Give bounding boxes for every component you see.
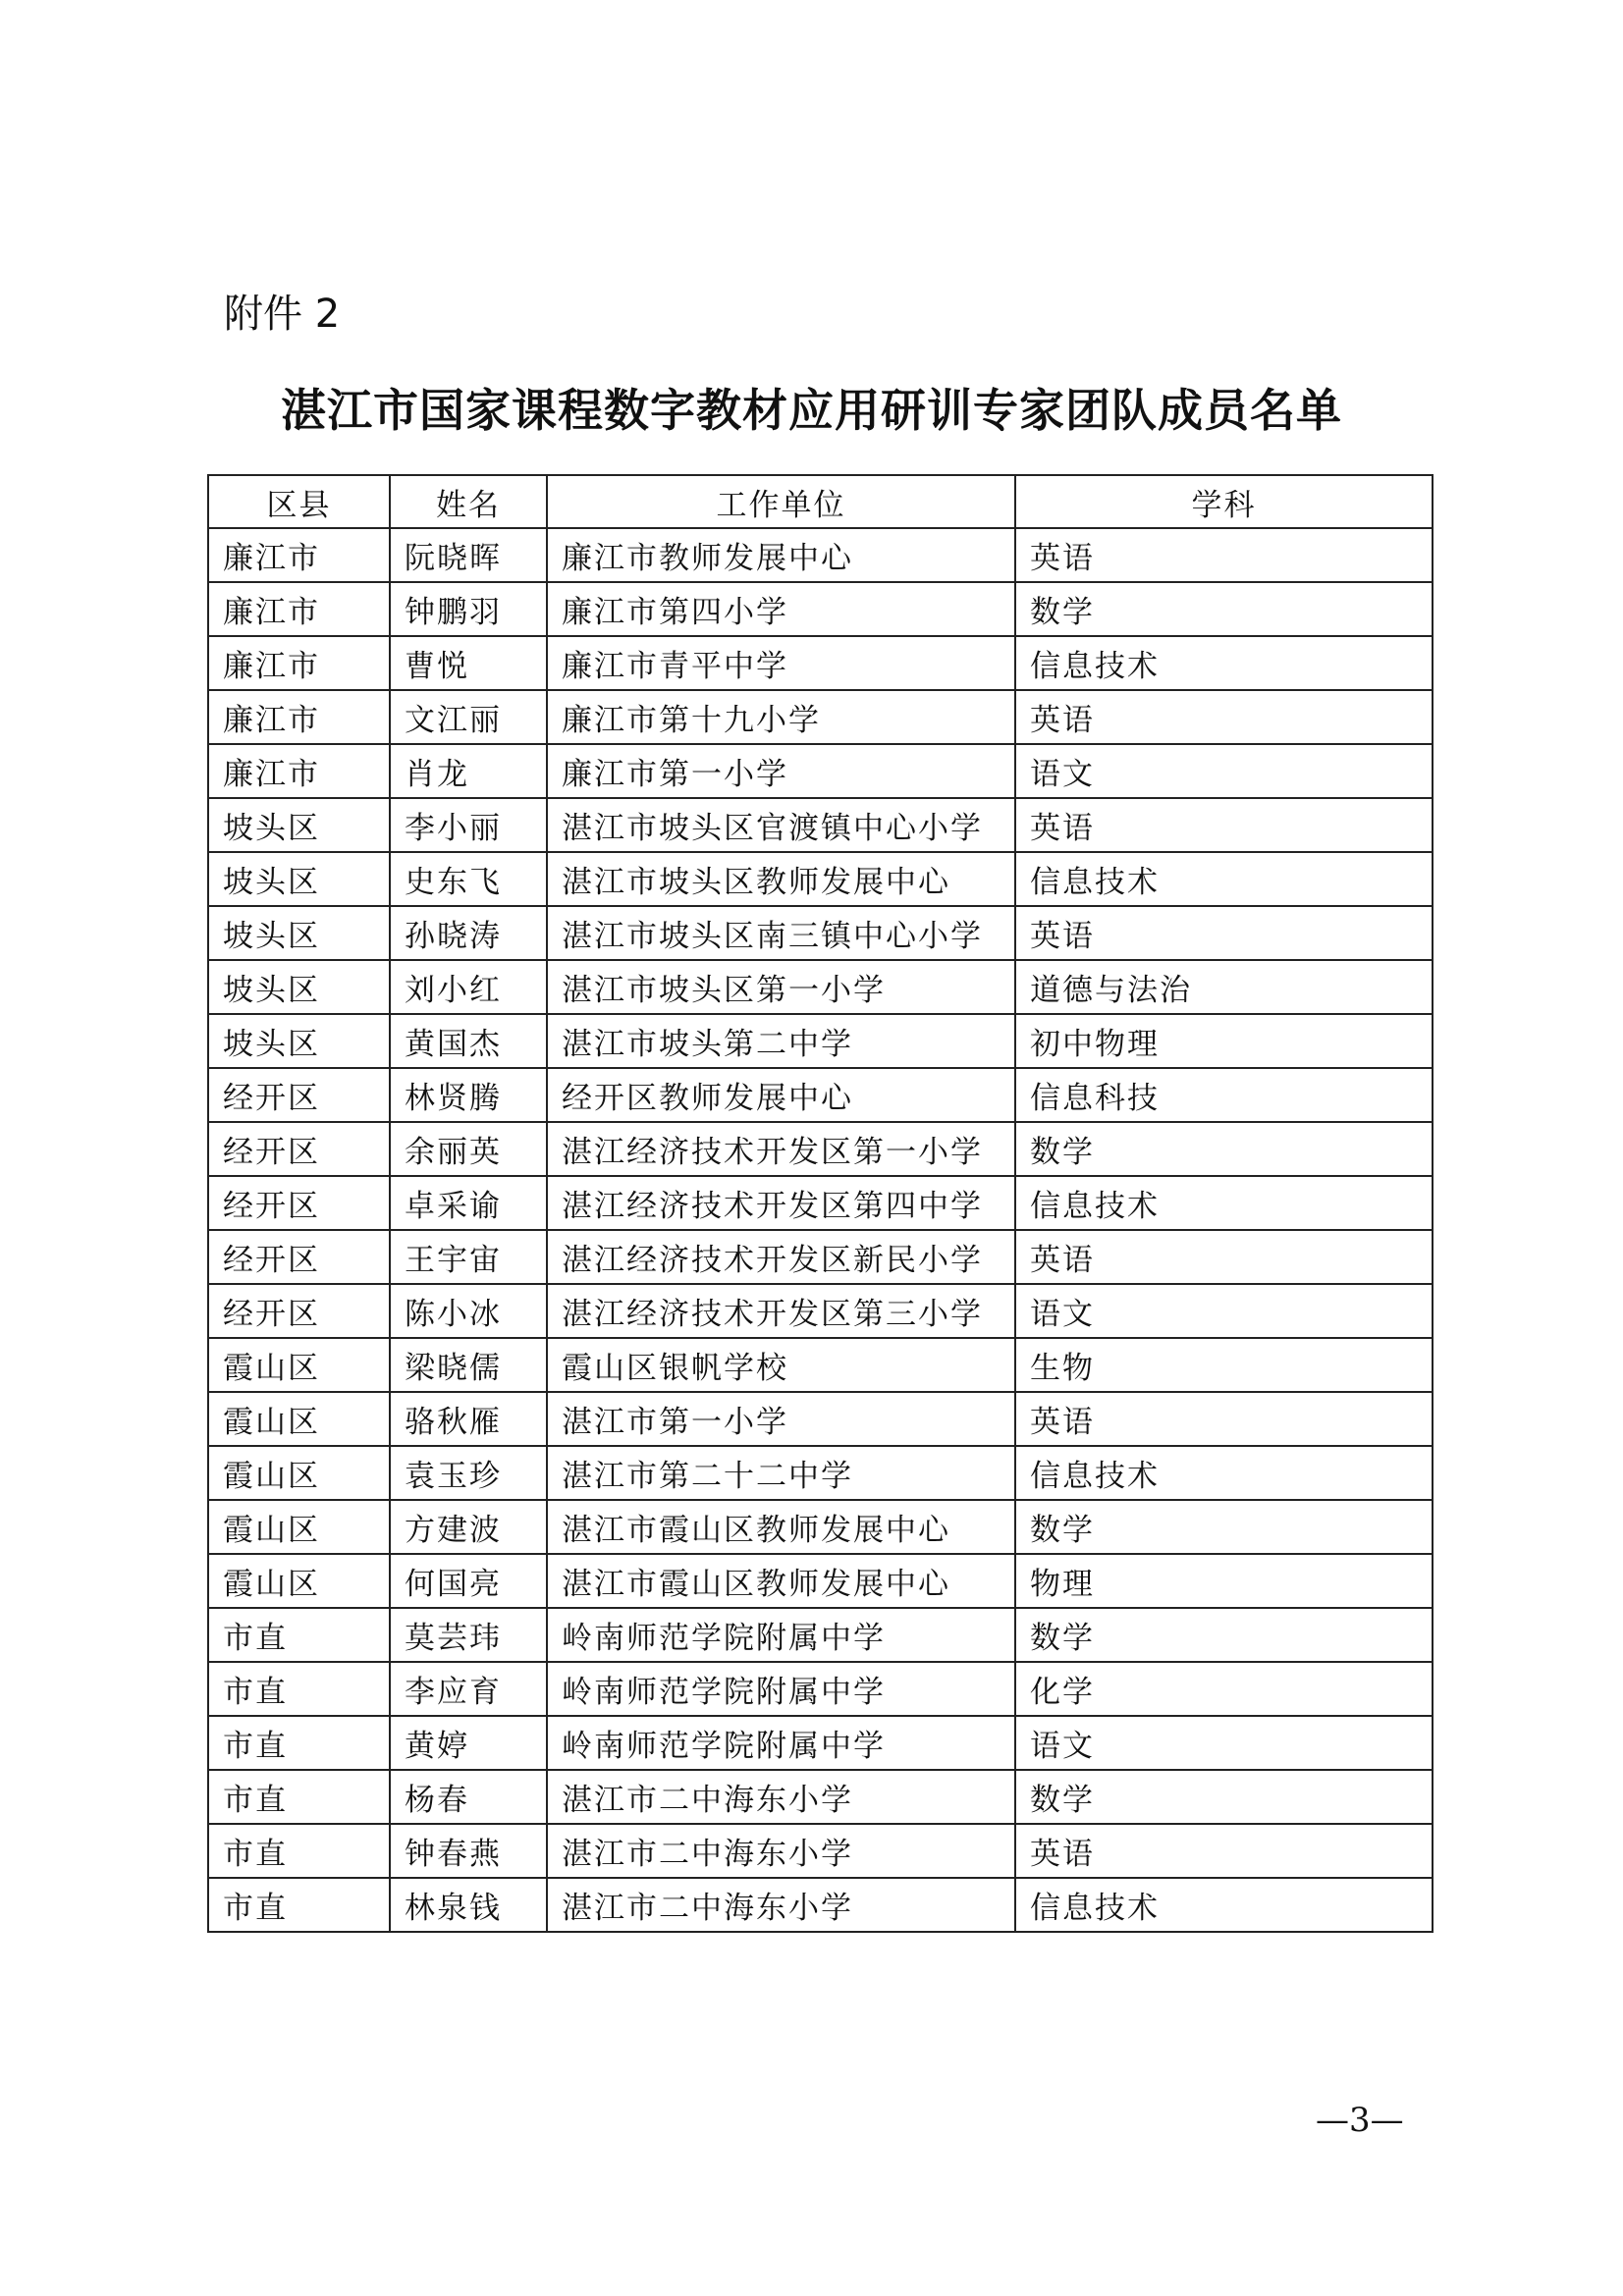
cell-workplace: 廉江市第一小学 bbox=[547, 744, 1015, 798]
cell-district: 市直 bbox=[208, 1770, 390, 1824]
table-row bbox=[208, 1176, 1433, 1230]
cell-name: 余丽英 bbox=[390, 1122, 547, 1176]
cell-workplace: 霞山区银帆学校 bbox=[547, 1338, 1015, 1392]
table-body bbox=[208, 528, 1433, 1932]
cell-district: 市直 bbox=[208, 1662, 390, 1716]
cell-subject: 信息技术 bbox=[1015, 1446, 1433, 1500]
cell-workplace: 经开区教师发展中心 bbox=[547, 1068, 1015, 1122]
cell-name: 史东飞 bbox=[390, 852, 547, 906]
cell-district: 廉江市 bbox=[208, 690, 390, 744]
cell-name: 文江丽 bbox=[390, 690, 547, 744]
cell-subject: 英语 bbox=[1015, 1392, 1433, 1446]
table-row bbox=[208, 1392, 1433, 1446]
cell-district: 市直 bbox=[208, 1716, 390, 1770]
cell-district: 廉江市 bbox=[208, 636, 390, 690]
table-row bbox=[208, 1446, 1433, 1500]
cell-name: 钟鹏羽 bbox=[390, 582, 547, 636]
cell-workplace: 湛江市第二十二中学 bbox=[547, 1446, 1015, 1500]
cell-workplace: 廉江市青平中学 bbox=[547, 636, 1015, 690]
cell-district: 市直 bbox=[208, 1824, 390, 1878]
cell-workplace: 湛江经济技术开发区第一小学 bbox=[547, 1122, 1015, 1176]
cell-subject: 数学 bbox=[1015, 1122, 1433, 1176]
table-row bbox=[208, 1716, 1433, 1770]
cell-subject: 信息技术 bbox=[1015, 1176, 1433, 1230]
cell-district: 经开区 bbox=[208, 1122, 390, 1176]
cell-subject: 语文 bbox=[1015, 1716, 1433, 1770]
cell-district: 市直 bbox=[208, 1608, 390, 1662]
table-row bbox=[208, 690, 1433, 744]
page-number: —3— bbox=[1316, 2101, 1404, 2140]
table-row bbox=[208, 1608, 1433, 1662]
cell-workplace: 岭南师范学院附属中学 bbox=[547, 1662, 1015, 1716]
cell-district: 坡头区 bbox=[208, 798, 390, 852]
cell-workplace: 湛江经济技术开发区第三小学 bbox=[547, 1284, 1015, 1338]
cell-subject: 信息技术 bbox=[1015, 1878, 1433, 1932]
cell-district: 霞山区 bbox=[208, 1446, 390, 1500]
cell-subject: 语文 bbox=[1015, 744, 1433, 798]
cell-district: 经开区 bbox=[208, 1284, 390, 1338]
cell-name: 陈小冰 bbox=[390, 1284, 547, 1338]
header-workplace: 工作单位 bbox=[547, 475, 1015, 528]
cell-subject: 生物 bbox=[1015, 1338, 1433, 1392]
cell-district: 经开区 bbox=[208, 1230, 390, 1284]
cell-workplace: 湛江经济技术开发区新民小学 bbox=[547, 1230, 1015, 1284]
document-title: 湛江市国家课程数字教材应用研训专家团队成员名单 bbox=[281, 384, 1342, 437]
cell-workplace: 湛江市坡头区第一小学 bbox=[547, 960, 1015, 1014]
cell-name: 曹悦 bbox=[390, 636, 547, 690]
header-subject: 学科 bbox=[1015, 475, 1433, 528]
cell-district: 霞山区 bbox=[208, 1338, 390, 1392]
cell-subject: 数学 bbox=[1015, 1500, 1433, 1554]
cell-district: 霞山区 bbox=[208, 1554, 390, 1608]
cell-name: 李小丽 bbox=[390, 798, 547, 852]
table-row bbox=[208, 744, 1433, 798]
cell-name: 莫芸玮 bbox=[390, 1608, 547, 1662]
cell-subject: 物理 bbox=[1015, 1554, 1433, 1608]
cell-name: 杨春 bbox=[390, 1770, 547, 1824]
table-header-row bbox=[208, 475, 1433, 528]
cell-workplace: 湛江市二中海东小学 bbox=[547, 1824, 1015, 1878]
cell-name: 袁玉珍 bbox=[390, 1446, 547, 1500]
cell-district: 霞山区 bbox=[208, 1392, 390, 1446]
cell-workplace: 岭南师范学院附属中学 bbox=[547, 1716, 1015, 1770]
cell-workplace: 湛江市坡头区官渡镇中心小学 bbox=[547, 798, 1015, 852]
cell-subject: 英语 bbox=[1015, 906, 1433, 960]
cell-district: 霞山区 bbox=[208, 1500, 390, 1554]
attachment-label: 附件 2 bbox=[224, 292, 341, 337]
cell-workplace: 湛江市霞山区教师发展中心 bbox=[547, 1500, 1015, 1554]
expert-roster-table bbox=[207, 474, 1434, 1933]
cell-district: 经开区 bbox=[208, 1176, 390, 1230]
cell-name: 钟春燕 bbox=[390, 1824, 547, 1878]
cell-name: 骆秋雁 bbox=[390, 1392, 547, 1446]
cell-district: 坡头区 bbox=[208, 906, 390, 960]
cell-subject: 信息技术 bbox=[1015, 852, 1433, 906]
cell-workplace: 湛江市二中海东小学 bbox=[547, 1878, 1015, 1932]
cell-subject: 信息技术 bbox=[1015, 636, 1433, 690]
cell-subject: 初中物理 bbox=[1015, 1014, 1433, 1068]
cell-name: 刘小红 bbox=[390, 960, 547, 1014]
cell-district: 坡头区 bbox=[208, 960, 390, 1014]
table-row bbox=[208, 1770, 1433, 1824]
cell-name: 肖龙 bbox=[390, 744, 547, 798]
cell-subject: 英语 bbox=[1015, 528, 1433, 582]
cell-district: 坡头区 bbox=[208, 852, 390, 906]
table-row bbox=[208, 798, 1433, 852]
cell-name: 方建波 bbox=[390, 1500, 547, 1554]
cell-name: 李应育 bbox=[390, 1662, 547, 1716]
cell-subject: 数学 bbox=[1015, 1770, 1433, 1824]
cell-subject: 化学 bbox=[1015, 1662, 1433, 1716]
header-name: 姓名 bbox=[390, 475, 547, 528]
table-row bbox=[208, 1878, 1433, 1932]
cell-subject: 数学 bbox=[1015, 1608, 1433, 1662]
cell-name: 梁晓儒 bbox=[390, 1338, 547, 1392]
cell-subject: 语文 bbox=[1015, 1284, 1433, 1338]
cell-name: 林贤腾 bbox=[390, 1068, 547, 1122]
cell-name: 孙晓涛 bbox=[390, 906, 547, 960]
cell-name: 卓采谕 bbox=[390, 1176, 547, 1230]
cell-workplace: 湛江市坡头区南三镇中心小学 bbox=[547, 906, 1015, 960]
cell-subject: 道德与法治 bbox=[1015, 960, 1433, 1014]
table-row bbox=[208, 1068, 1433, 1122]
cell-workplace: 岭南师范学院附属中学 bbox=[547, 1608, 1015, 1662]
table-row bbox=[208, 582, 1433, 636]
cell-name: 阮晓晖 bbox=[390, 528, 547, 582]
table-row bbox=[208, 906, 1433, 960]
cell-workplace: 湛江市坡头区教师发展中心 bbox=[547, 852, 1015, 906]
table-row bbox=[208, 1500, 1433, 1554]
table-row bbox=[208, 852, 1433, 906]
table-row bbox=[208, 1824, 1433, 1878]
cell-subject: 英语 bbox=[1015, 1230, 1433, 1284]
table-row bbox=[208, 1338, 1433, 1392]
table-row bbox=[208, 1230, 1433, 1284]
table-row bbox=[208, 960, 1433, 1014]
cell-workplace: 廉江市第十九小学 bbox=[547, 690, 1015, 744]
cell-subject: 数学 bbox=[1015, 582, 1433, 636]
header-district: 区县 bbox=[208, 475, 390, 528]
cell-name: 黄婷 bbox=[390, 1716, 547, 1770]
cell-workplace: 湛江经济技术开发区第四中学 bbox=[547, 1176, 1015, 1230]
cell-workplace: 湛江市坡头第二中学 bbox=[547, 1014, 1015, 1068]
cell-workplace: 湛江市第一小学 bbox=[547, 1392, 1015, 1446]
cell-name: 王宇宙 bbox=[390, 1230, 547, 1284]
cell-district: 坡头区 bbox=[208, 1014, 390, 1068]
cell-name: 黄国杰 bbox=[390, 1014, 547, 1068]
table-row bbox=[208, 1554, 1433, 1608]
table-row bbox=[208, 528, 1433, 582]
cell-workplace: 湛江市二中海东小学 bbox=[547, 1770, 1015, 1824]
cell-subject: 英语 bbox=[1015, 690, 1433, 744]
cell-subject: 英语 bbox=[1015, 798, 1433, 852]
cell-district: 经开区 bbox=[208, 1068, 390, 1122]
cell-workplace: 廉江市第四小学 bbox=[547, 582, 1015, 636]
table-row bbox=[208, 636, 1433, 690]
cell-workplace: 廉江市教师发展中心 bbox=[547, 528, 1015, 582]
table-row bbox=[208, 1284, 1433, 1338]
cell-name: 何国亮 bbox=[390, 1554, 547, 1608]
cell-name: 林泉钱 bbox=[390, 1878, 547, 1932]
cell-district: 市直 bbox=[208, 1878, 390, 1932]
cell-district: 廉江市 bbox=[208, 582, 390, 636]
cell-workplace: 湛江市霞山区教师发展中心 bbox=[547, 1554, 1015, 1608]
table-row bbox=[208, 1122, 1433, 1176]
cell-district: 廉江市 bbox=[208, 528, 390, 582]
table-row bbox=[208, 1014, 1433, 1068]
table-row bbox=[208, 1662, 1433, 1716]
cell-subject: 信息科技 bbox=[1015, 1068, 1433, 1122]
cell-subject: 英语 bbox=[1015, 1824, 1433, 1878]
cell-district: 廉江市 bbox=[208, 744, 390, 798]
